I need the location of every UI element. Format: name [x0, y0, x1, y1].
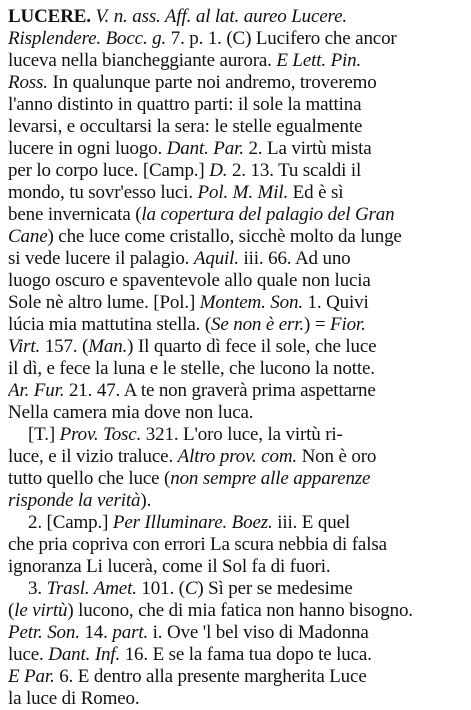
text-segment: l'anno distinto in quattro parti: il sole la mattina — [8, 94, 362, 115]
text-segment: 16. E se la fama tua dopo te luca. — [120, 644, 372, 665]
text-segment: 6. E dentro alla presente margherita Luce — [54, 666, 367, 687]
text-segment: Nella camera mia dove non luca. — [8, 402, 254, 423]
italic-text: C — [184, 578, 198, 599]
italic-text: risponde la verità — [8, 490, 141, 511]
text-segment: ) lucono, che di mia fatica non hanno bisogno. — [67, 600, 413, 621]
italic-text: Se non è err. — [211, 314, 305, 335]
text-line — [8, 490, 463, 512]
text-line — [8, 556, 463, 578]
text-line — [8, 380, 463, 402]
text-line — [8, 182, 463, 204]
text-line — [8, 600, 463, 622]
text-line — [8, 336, 463, 358]
text-segment: ) che luce come cristallo, sicchè molto da lunge — [47, 226, 402, 247]
text-line — [8, 50, 463, 72]
text-segment: luceva nella biancheggiante aurora. — [8, 50, 277, 71]
text-segment: In qualunque parte noi andremo, troveremo — [47, 72, 377, 93]
text-line — [8, 666, 463, 688]
text-segment: 2. [Camp.] — [28, 512, 113, 533]
text-line — [8, 94, 463, 116]
text-line — [8, 424, 463, 446]
italic-text: Risplendere. Bocc. g. — [8, 28, 171, 49]
text-line — [8, 644, 463, 666]
text-segment: 14. — [79, 622, 113, 643]
text-segment: [T.] — [28, 424, 60, 445]
italic-text: Cane — [8, 226, 48, 247]
italic-text: Prov. Tosc. — [59, 424, 142, 445]
italic-text: Petr. Son. — [8, 622, 80, 643]
italic-text: Fior. — [330, 314, 366, 335]
italic-text: non sempre alle apparenze — [170, 468, 371, 489]
text-segment: iii. E quel — [272, 512, 350, 533]
text-line — [8, 138, 463, 160]
text-segment: mondo, tu sovr'esso luci. — [8, 182, 198, 203]
headword: LUCERE. — [8, 6, 96, 27]
text-line — [8, 204, 463, 226]
text-line — [8, 270, 463, 292]
italic-text: Dant. Par. — [166, 138, 244, 159]
text-segment: il dì, e fece la luna e le stelle, che lucono la notte. — [8, 358, 375, 379]
text-segment: 7. p. 1. (C) Lucifero che ancor — [170, 28, 397, 49]
text-segment: 321. L'oro luce, la virtù ri- — [141, 424, 343, 445]
text-line — [8, 226, 463, 248]
italic-text: Virt. — [8, 336, 41, 357]
text-segment: lucere in ogni luogo. — [8, 138, 167, 159]
text-segment: lúcia mia mattutina stella. ( — [8, 314, 211, 335]
italic-text: Ar. Fur. — [8, 380, 65, 401]
italic-text: la copertura del palagio del Gran — [141, 204, 395, 225]
text-segment: 3. — [28, 578, 47, 599]
text-line — [8, 28, 463, 50]
italic-text: part. — [112, 622, 149, 643]
text-segment: la luce di Romeo. — [8, 688, 140, 709]
text-line — [8, 622, 463, 644]
text-line — [8, 358, 463, 380]
text-segment: ) Sì per se medesime — [197, 578, 353, 599]
text-segment: i. Ove 'l bel viso di Madonna — [148, 622, 369, 643]
italic-text: E Par. — [8, 666, 55, 687]
italic-text: D. — [209, 160, 228, 181]
text-segment: ( — [8, 600, 15, 621]
text-line — [8, 292, 463, 314]
text-line — [8, 688, 463, 710]
text-line — [8, 6, 463, 28]
text-segment: luce. — [8, 644, 49, 665]
text-segment: 157. ( — [40, 336, 89, 357]
text-segment: 2. La virtù mista — [243, 138, 372, 159]
text-segment: bene invernicata ( — [8, 204, 142, 225]
text-segment: levarsi, e occultarsi la sera: le stelle egualmente — [8, 116, 363, 137]
text-line — [8, 578, 463, 600]
text-segment: ) Il quarto dì fece il sole, che luce — [127, 336, 377, 357]
text-segment: luogo oscuro e spaventevole allo quale non lucia — [8, 270, 371, 291]
text-segment: si vede lucere il palagio. — [8, 248, 194, 269]
italic-text: V. n. ass. Aff. al lat. — [95, 6, 244, 27]
text-line — [8, 314, 463, 336]
italic-text: Man. — [88, 336, 128, 357]
text-segment: 1. Quivi — [302, 292, 369, 313]
italic-text: Pol. M. Mil. — [197, 182, 289, 203]
italic-text: le virtù — [14, 600, 68, 621]
italic-text: Per Illuminare. Boez. — [112, 512, 273, 533]
text-line — [8, 402, 463, 424]
text-segment: Sole nè altro lume. [Pol.] — [8, 292, 200, 313]
text-segment: per lo corpo luce. [Camp.] — [8, 160, 210, 181]
text-line — [8, 468, 463, 490]
text-segment: 101. ( — [136, 578, 185, 599]
text-line — [8, 446, 463, 468]
text-line — [8, 248, 463, 270]
text-line — [8, 534, 463, 556]
text-line — [8, 72, 463, 94]
italic-text: Montem. Son. — [199, 292, 303, 313]
italic-text: Dant. Inf. — [48, 644, 121, 665]
text-segment: tutto quello che luce ( — [8, 468, 171, 489]
italic-text: Ross. — [8, 72, 48, 93]
text-line — [8, 512, 463, 534]
text-segment: luce, e il vizio traluce. — [8, 446, 178, 467]
text-segment: 21. 47. A te non graverà prima aspettarne — [64, 380, 376, 401]
italic-text: Aquil. — [193, 248, 239, 269]
text-segment: ). — [140, 490, 152, 511]
text-segment: iii. 66. Ad uno — [238, 248, 351, 269]
italic-text: Altro prov. com. — [177, 446, 297, 467]
italic-text: aureo Lucere. — [243, 6, 347, 27]
text-segment: Non è oro — [297, 446, 377, 467]
italic-text: Trasl. Amet. — [46, 578, 137, 599]
text-segment: Ed è sì — [288, 182, 344, 203]
text-segment: ) = — [304, 314, 330, 335]
text-line — [8, 160, 463, 182]
text-segment: che pria copriva con errori La scura nebbia di falsa — [8, 534, 387, 555]
italic-text: E Lett. Pin. — [276, 50, 362, 71]
text-line — [8, 116, 463, 138]
text-segment: 2. 13. Tu scaldi il — [227, 160, 362, 181]
text-segment: ignoranza Li lucerà, come il Sol fa di fuori. — [8, 556, 331, 577]
